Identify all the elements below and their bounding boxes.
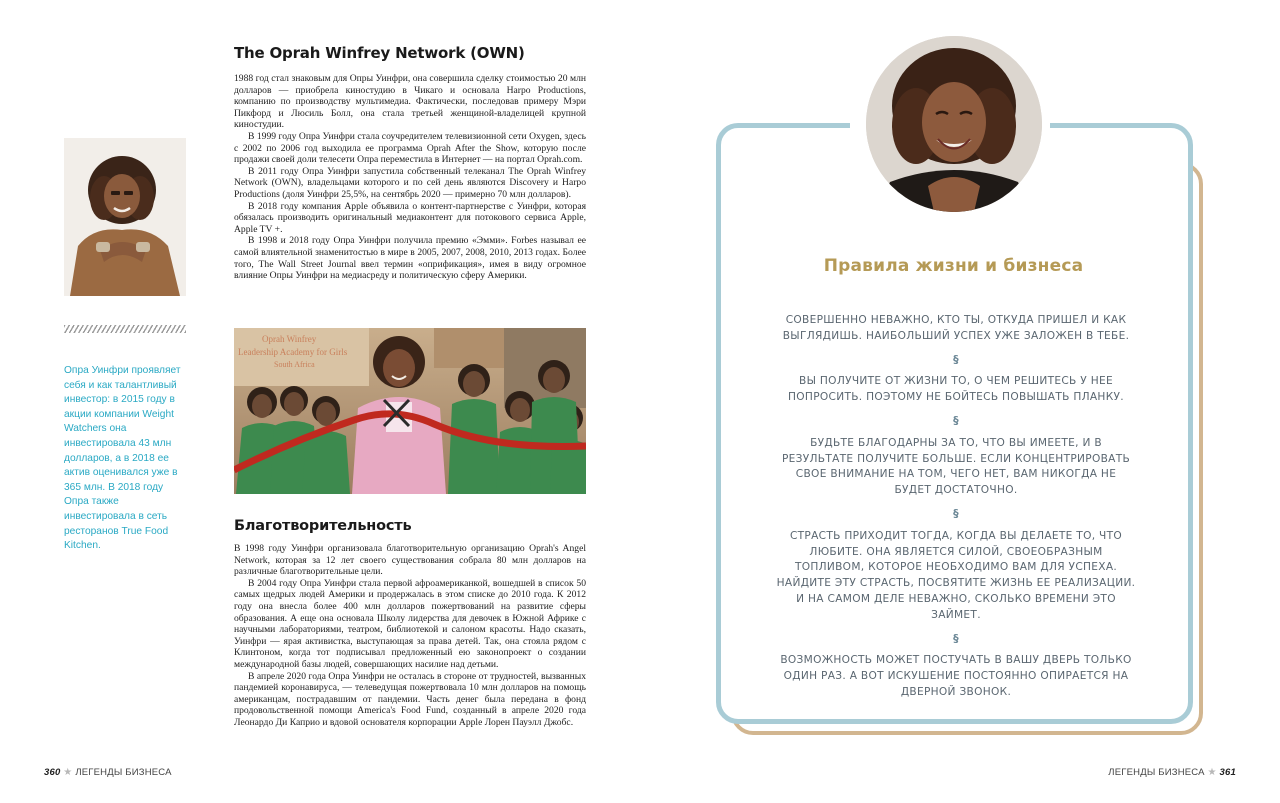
own-heading: The Oprah Winfrey Network (OWN) xyxy=(234,44,525,62)
charity-paragraph: В 2004 году Опра Уинфри стала первой афроамериканкой, вошедшей в список 50 самых щедрых людей Америки и продержалась в этом списке до 2010 года. К 2012 году она внесла более 400 млн долларов пожертвований на развитие сферы образования. А еще она основала Школу лидерства для девочек в Южной Африке с научными лабораториями, театром, библиотекой и салоном красоты. Надо сказать, Уинфри — ярая активистка, выступающая за права детей. Так, она стояла рядом с Клинтоном, когда тот подписывал предложенный ею законопроект о создании международной базы людей, совершающих насилие над детьми. xyxy=(234,577,586,670)
portrait-illustration xyxy=(64,138,186,296)
page-number: 360 xyxy=(44,767,61,778)
star-icon: ★ xyxy=(1207,767,1217,778)
rule-item: СОВЕРШЕННО НЕВАЖНО, КТО ТЫ, ОТКУДА ПРИШЕЛ И КАК ВЫГЛЯДИШЬ. НАИБОЛЬШИЙ УСПЕХ УЖЕ ЗАЛОЖЕН В ТЕБЕ. xyxy=(782,314,1130,342)
running-title: ЛЕГЕНДЫ БИЗНЕСА xyxy=(75,767,172,778)
rule-item: ВЫ ПОЛУЧИТЕ ОТ ЖИЗНИ ТО, О ЧЕМ РЕШИТЕСЬ У НЕЕ ПОПРОСИТЬ. ПОЭТОМУ НЕ БОЙТЕСЬ ПОВЫШАТЬ ПЛАНКУ. xyxy=(788,375,1124,404)
own-paragraph: В 2018 году компания Apple объявила о контент-партнерстве с Уинфри, которая обязалась производить оригинальный медиаконтент для потокового сервиса Apple, Apple TV +. xyxy=(234,200,586,235)
footer-left xyxy=(44,767,172,778)
star-icon: ★ xyxy=(63,767,73,778)
own-paragraph: В 1998 и 2018 году Опра Уинфри получила премию «Эмми». Forbes называл ее самой влиятельной знаменитостью в мире в 2005, 2007, 2008, 2010, 2013 годах. Более того, The Wall Street Journal ввел термин «опрификация», имея в виду огромное влияние Опры Уинфри на медиасреду и политическую сферу Америки. xyxy=(234,235,586,282)
page-number: 361 xyxy=(1219,767,1236,778)
portrait-photo xyxy=(64,138,186,296)
section-sign-icon: § xyxy=(953,506,959,520)
banner-line-2: Leadership Academy for Girls xyxy=(238,347,348,357)
section-sign-icon: § xyxy=(953,413,959,427)
circle-portrait-illustration xyxy=(866,36,1042,212)
decorative-hatch-divider xyxy=(64,325,186,333)
charity-text xyxy=(234,543,586,729)
rule-item: БУДЬТЕ БЛАГОДАРНЫ ЗА ТО, ЧТО ВЫ ИМЕЕТЕ, И В РЕЗУЛЬТАТЕ ПОЛУЧИТЕ БОЛЬШЕ. ЕСЛИ КОНЦЕНТРИРОВАТЬ СВОЕ ВНИМАНИЕ НА ТОМ, ЧЕГО НЕТ, ВАМ НИКОГДА НЕ БУДЕТ ДОСТАТОЧНО. xyxy=(781,436,1131,497)
rules-title: Правила жизни и бизнеса xyxy=(823,256,1084,276)
right-page xyxy=(640,0,1280,803)
own-paragraph: В 1999 году Опра Уинфри стала соучредителем телевизионной сети Oxygen, здесь с 2002 по 2006 год выходила ее программа Oprah After the Show, которую после продажи своей доли телесети Опра переместила в Интернет — на портал Oprah.com. xyxy=(234,130,586,166)
ribbon-cutting-illustration xyxy=(234,328,586,494)
own-paragraph: В 2011 году Опра Уинфри запустила собственный телеканал The Oprah Winfrey Network (OWN), владельцами которого и по сей день являются Discovery и Harpo Productions (доля Уинфри 25,5%, на сентябрь 2020 — примерно 70 млн долларов). xyxy=(234,165,586,200)
section-sign-icon: § xyxy=(953,352,959,366)
section-sign-icon: § xyxy=(953,631,959,645)
own-text xyxy=(234,73,586,282)
own-paragraph: 1988 год стал знаковым для Опры Уинфри, она совершила сделку стоимостью 20 млн долларов — приобрела киностудию в Чикаго и основала Harpo Productions, компанию по производству мультимедиа. Фактически, последовав примеру Мэри Пикфорд и Люсиль Болл, она стала третьей женщиной-владелицей крупной киностудии. xyxy=(234,73,586,131)
charity-heading: Благотворительность xyxy=(234,518,412,534)
circle-portrait xyxy=(866,36,1042,212)
banner-line-1: Oprah Winfrey xyxy=(262,334,317,344)
rule-item: ВОЗМОЖНОСТЬ МОЖЕТ ПОСТУЧАТЬ В ВАШУ ДВЕРЬ ТОЛЬКО ОДИН РАЗ. А ВОТ ИСКУШЕНИЕ ПОСТОЯННО ОПИРАЕТСЯ НА ДВЕРНОЙ ЗВОНОК. xyxy=(780,654,1132,698)
running-title: ЛЕГЕНДЫ БИЗНЕСА xyxy=(1108,767,1205,778)
charity-paragraph: В апреле 2020 года Опра Уинфри не осталась в стороне от трудностей, вызванных пандемией коронавируса, — телеведущая пожертвовала 10 млн долларов на помощь американцам, пострадавшим от пандемии. Часть денег была передана в фонд продовольственной помощи America's Food Fund, созданный в апреле 2020 года Леонардо Ди Каприо и вдовой основателя корпорации Apple Лорен Пауэлл Джобс. xyxy=(234,670,586,728)
banner-line-3: South Africa xyxy=(274,360,315,369)
ribbon-cutting-photo xyxy=(234,328,586,494)
footer-right xyxy=(1108,767,1236,778)
charity-paragraph: В 1998 году Уинфри организовала благотворительную организацию Oprah's Angel Network, которая за 12 лет своего существования собрала 80 млн долларов на различные благотворительные цели. xyxy=(234,543,586,578)
rules-list xyxy=(776,313,1136,701)
rule-item: СТРАСТЬ ПРИХОДИТ ТОГДА, КОГДА ВЫ ДЕЛАЕТЕ ТО, ЧТО ЛЮБИТЕ. ОНА ЯВЛЯЕТСЯ СИЛОЙ, СВОЕОБРАЗНЫМ ТОПЛИВОМ, КОТОРОЕ НЕОБХОДИМО ВАМ ДЛЯ УСПЕХА. НАЙДИТЕ ЭТУ СТРАСТЬ, ПОСВЯТИТЕ ЖИЗНЬ ЕЕ РЕАЛИЗАЦИИ. И НА САМОМ ДЕЛЕ НЕВАЖНО, СКОЛЬКО ВРЕМЕНИ ЭТО ЗАЙМЕТ. xyxy=(776,529,1136,621)
investor-sidenote: Опра Уинфри проявляет себя и как талантливый инвестор: в 2015 году в акции компании Weight Watchers она инвестировала 43 млн долларов, а в 2018 ее актив оценивался уже в 365 млн. В 2018 году Опра также инвестировала в сеть ресторанов True Food Kitchen. xyxy=(64,365,181,552)
